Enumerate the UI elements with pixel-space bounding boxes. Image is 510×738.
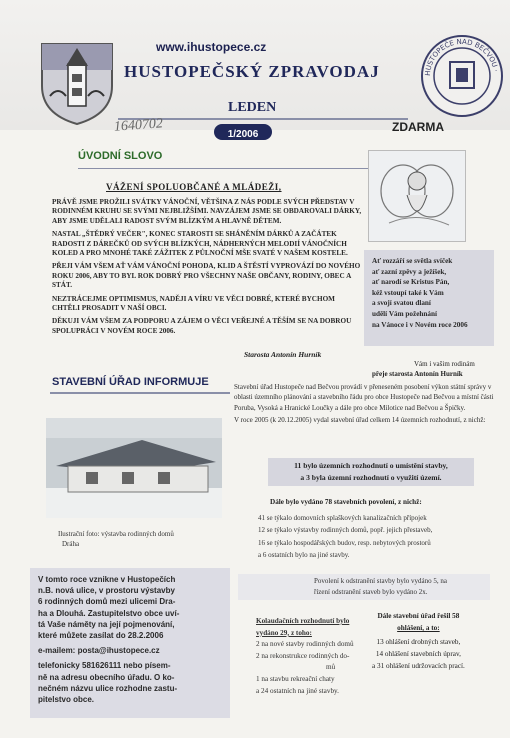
street-line: které můžete zasílat do 28.2.2006 [38, 631, 164, 641]
angel-icon [369, 151, 465, 241]
intro-signature: Starosta Antonín Hurník [244, 350, 322, 359]
wish-line: Ať rozzáří se světla svíček [372, 257, 453, 265]
phone-line: ně na adresu obecního úřadu. O ko- [38, 672, 175, 682]
wish-box [364, 250, 494, 346]
approvals-line: mů [326, 663, 336, 672]
coat-of-arms [38, 40, 116, 126]
building-intro [234, 382, 496, 426]
email-line[interactable]: e-mailem: posta@ihustopece.cz [38, 646, 160, 656]
street-line: n.B. nová ulice, v prostoru výstavby [38, 586, 175, 596]
permits-line: 41 se týkalo domovních splaškových kanalizačních přípojek [258, 514, 427, 522]
notices-section [372, 610, 465, 672]
street-line: 6 rodinných domů mezi ulicemi Dra- [38, 597, 176, 607]
intro-paragraph: NASTAL „ŠTĚDRÝ VEČER", KONEC STAROSTI SE SHÁNĚNÍM DÁRKŮ A ZAČÁTEK RADOSTI Z DÁREČKŮ OD SVÝCH BLÍZKÝCH, NÁDHERNÝCH MELODIÍ VÁNOČNÍCH KOLED A PRO MNOHÉ TAKÉ ZÁŽITEK Z PŮLNOČNÍ MŠE SVATÉ V NAŠEM KOSTELE. [52, 230, 348, 258]
notices-line: 14 ohlášení stavebních úprav, [375, 650, 461, 658]
phone-line: pitelstvo obce. [38, 695, 95, 705]
street-line: ha a Dlouhá. Zastupitelstvo obce uví- [38, 608, 180, 618]
intro-body [52, 198, 362, 340]
seal-text: HUSTOPEČE NAD BEČVOU · [423, 37, 500, 77]
permits-line: a 6 ostatních bylo na jiné stavby. [258, 551, 350, 560]
approvals-line: 1 na stavbu rekreační chaty [256, 674, 335, 683]
occupancy-approvals [256, 616, 354, 697]
street-line: V tomto roce vznikne v Hustopečích [38, 575, 176, 584]
permits-line: 12 se týkalo výstavby rodinných domů, popř. jejich přestaveb, [258, 526, 433, 535]
wish-line: ať zazní zpěvy a ježíšek, [372, 267, 447, 276]
building-intro-paragraph: V roce 2005 (k 20.12.2005) vydal stavební úřad celkem 14 územních rozhodnutí, z nichž: [234, 416, 486, 425]
intro-paragraph: DĚKUJI VÁM VŠEM ZA PODPORU A ZÁJEM O VĚCI VEŘEJNÉ A TĚŠÍM SE NA DOBROU SPOLUPRÁCI V NOVÉM ROCE 2006. [52, 317, 352, 335]
building-intro-paragraph: Stavební úřad Hustopeče nad Bečvou provádí v přeneseném posobení výkon státní správy v oblasti územního plánování a stavebního řádu pro obce Hustopeče nad Bečvou a místní části Poruba, Vysoká a Hranické Loučky a dále pro obce Milotice nad Bečvou a Špičky. [234, 383, 494, 412]
building-heading: STAVEBNÍ ÚŘAD INFORMUJE [52, 376, 209, 388]
intro-paragraph: PRÁVĚ JSME PROŽILI SVÁTKY VÁNOČNÍ, VĚTŠINA Z NÁS PODLE SVÝCH PŘEDSTAV V RODINNÉM KRUHU SE SVÝMI NEJBLIŽŠÍMI. NAVZÁJEM JSME SE OBDAROVALI DÁRKY, ABY JSME UDĚLALI RADOST SVÝM BLÍZKÝM A HLAVNĚ DĚTEM. [52, 198, 362, 225]
municipal-seal [420, 34, 504, 118]
newsletter-title: HUSTOPEČSKÝ ZPRAVODAJ [124, 62, 380, 81]
handwritten-note: 1640702 [113, 116, 164, 135]
zoning-line: a 3 byla územní rozhodnutí o využití území. [300, 473, 442, 482]
seal-icon [420, 34, 504, 118]
notices-heading: Dále stavební úřad řešil 58 [377, 612, 460, 620]
wish-line: ať narodí se Kristus Pán, [372, 278, 450, 287]
new-street-box [30, 568, 230, 718]
phone-line: telefonicky 581626111 nebo písem- [38, 661, 171, 671]
wish-line: a svojí svatou dlaní [372, 299, 431, 308]
zoning-decisions-box [268, 458, 474, 486]
notices-line: 13 ohlášení drobných staveb, [376, 638, 461, 646]
building-heading-rule [50, 392, 230, 394]
house-icon [46, 418, 222, 518]
wish-signature: přeje starosta Antonín Hurník [372, 370, 463, 378]
approvals-heading: Kolaudačních rozhodnutí bylo [256, 617, 350, 625]
permits-list [258, 512, 432, 562]
photo-caption: Ilustrační foto: výstavba rodinných domů [58, 530, 174, 538]
wish-closing: Vám i vašim rodinám [414, 360, 475, 368]
approvals-line: 2 na rekonstrukce rodinných do- [256, 651, 350, 660]
permits-line: 16 se týkalo hospodářských budov, resp. nebytových prostorů [258, 538, 431, 547]
section-rule-intro [78, 168, 368, 169]
section-label-intro: ÚVODNÍ SLOVO [78, 150, 163, 162]
wish-line: kéž vstoupí také k Vám [372, 288, 444, 297]
house-photo [46, 418, 222, 518]
demolition-line: Povolení k odstranění stavby bylo vydáno 5, na [314, 577, 447, 585]
photo-caption-place: Dráha [62, 540, 80, 548]
issue-number: 1/2006 [227, 129, 259, 140]
notices-heading: ohlášení, a to: [397, 624, 440, 632]
approvals-line: a 24 ostatních na jiné stavby. [256, 686, 339, 695]
demolition-line: řízení odstranění staveb bylo vydáno 2x. [314, 588, 428, 596]
notices-line: a 31 ohlášení udržovacích prací. [372, 662, 465, 670]
zoning-line: 11 bylo územních rozhodnutí o umístění stavby, [294, 461, 448, 470]
intro-heading: VÁŽENÍ SPOLUOBČANÉ A MLÁDEŽI, [106, 182, 282, 192]
issue-number-badge [214, 124, 272, 140]
approvals-line: 2 na nové stavby rodinných domů [256, 640, 354, 649]
phone-line: nečném názvu ulice rozhodne zastu- [38, 683, 178, 693]
coat-of-arms-icon [38, 40, 116, 126]
demolition-box [238, 574, 490, 600]
angel-illustration [368, 150, 466, 242]
intro-paragraph: NEZTRÁCEJME OPTIMISMUS, NADĚJI A VÍRU VE VĚCI DOBRÉ, KTERÉ BYCHOM CHTĚLI PROSADIT V NAŠÍ OBCI. [52, 294, 335, 313]
issue-month: LEDEN [228, 100, 277, 115]
intro-paragraph: PŘEJI VÁM VŠEM AŤ VÁM VÁNOČNÍ POHODA, KLID A ŠTĚSTÍ VYPROVÁZÍ DO NOVÉHO ROKU 2006, ABY TO BYL ROK DOBRÝ PRO VŠECHNY NAŠE OBČANY, RODINY, OBEC A STÁT. [52, 262, 361, 290]
website-url[interactable]: www.ihustopece.cz [156, 40, 267, 54]
price-label: ZDARMA [392, 120, 444, 134]
wish-line: na Vánoce i v Novém roce 2006 [372, 320, 468, 329]
street-line: tá Vaše náměty na její pojmenování, [38, 619, 175, 629]
permits-heading: Dále bylo vydáno 78 stavebních povolení, z nichž: [270, 498, 422, 506]
approvals-heading: vydáno 29, z toho: [256, 628, 312, 637]
wish-line: udělí Vám požehnání [372, 309, 437, 318]
